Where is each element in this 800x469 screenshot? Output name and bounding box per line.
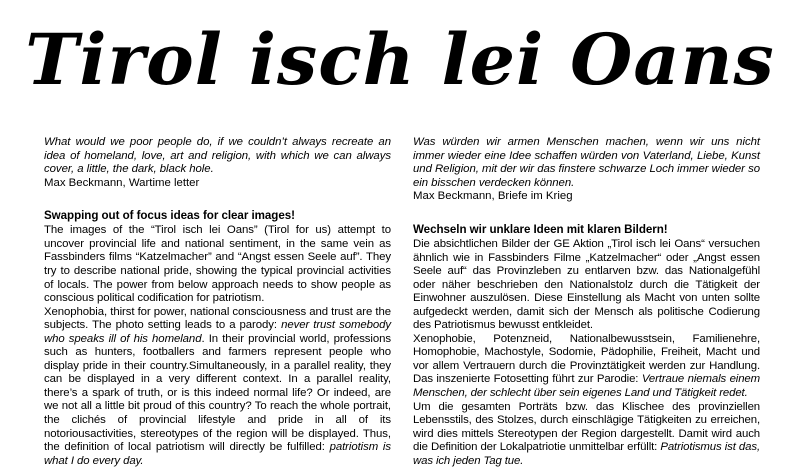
body-text-en-2a: Xenophobia, thirst for power, national consciousness and trust are the subjects. The photo setting leads to a parody:: [44, 305, 391, 332]
epigraph-attribution-de: Max Beckmann, Briefe im Krieg: [413, 190, 573, 203]
body-paragraph-en-2: [44, 306, 391, 469]
body-text-de-3a: Um die gesamten Porträts bzw. das Klischee des provinziellen Lebensstils, des Stolzes, durch einschlägige Tätigkeiten zu erreichen, wird dies mittels Stereotypen der Region dargestellt. Damit wird auch die Definition der Lokalpatriotie unmittelbar erfüllt:: [413, 400, 760, 454]
body-paragraph-en-1: The images of the “Tirol isch lei Oans” (Tirol for us) attempt to uncover provincial life and national sentiment, in the same vein as Fassbinders films “Katzelmacher” and “Angst essen Seele auf”. They try to describe national pride, showing the typical provincial activities of locals. The power from below approach needs to show people as conscious political codification for patriotism.: [44, 224, 391, 305]
body-italic-de-3: Patriotismus ist das, was ich jeden Tag tue.: [413, 441, 760, 467]
section-heading-de: Wechseln wir unklare Ideen mit klaren Bildern!: [413, 222, 668, 236]
section-heading-en: Swapping out of focus ideas for clear images!: [44, 209, 295, 223]
title-text: Tirol isch lei Oans: [25, 18, 775, 101]
body-paragraph-de-1: Die absichtlichen Bilder der GE Aktion „Tirol isch lei Oans“ versuchen ähnlich wie in Fassbinders Filme „Katzelmacher“ oder „Angst essen Seele auf“ das Provinzleben zu entlarven bzw. das Nationalgefühl oder näher beschrieben den Nationalstolz durch die Tätigkeit der Einwohner auszulösen. Diese Einstellung als Macht von unten sollte aufgedeckt werden, damit sich der Mensch als politische Codierung des Patriotismus bewusst entkleidet.: [413, 237, 760, 332]
body-text-en-2b: . In their provincial world, professions such as hunters, footballers and farmers represent people who display pride in their country.Simultaneously, in a parallel reality, they can be displayed in a very different context. In a parallel reality, there’s a spark of truth, or is this indeed normal life? Or indeed, are we not all a little bit proud of this country? To reach the whole portrait, the clichés of provincial lifestyle and pride in all of its notoriousactivities, stereotypes of the region will be displayed. Thus, the definition of local patriotism will directly be fulfilled:: [44, 332, 392, 454]
body-italic-en-2-end: patriotism is what I do every day.: [44, 441, 391, 467]
column-english: [44, 136, 391, 468]
epigraph-attribution-en: Max Beckmann, Wartime letter: [44, 176, 200, 189]
text-columns: [44, 136, 760, 468]
body-italic-de-2: Vertraue niemals einem Menschen, der schlecht über sein eigenes Land und Tätigkeit redet.: [413, 373, 760, 399]
epigraph-quote-en: What would we poor people do, if we couldn’t always recreate an idea of homeland, love, art and religion, with which we can always cover, a little, the dark, black hole.: [44, 136, 391, 176]
epigraph-quote-de: Was würden wir armen Menschen machen, wenn wir uns nicht immer wieder eine Idee schaffen würden von Vaterland, Liebe, Kunst und Religion, mit der wir das finstere schwarze Loch immer wieder so ein bisschen verdecken können.: [413, 136, 760, 189]
body-italic-en-2: never trust somebody who speaks ill of his homeland: [44, 319, 391, 345]
body-paragraph-de-3: [413, 401, 760, 469]
body-paragraph-de-2: [413, 333, 760, 401]
column-german: [413, 136, 760, 468]
body-text-de-2a: Xenophobie, Potenzneid, Nationalbewusstsein, Familienehre, Homophobie, Machostyle, Sodomie, Pädophilie, Freiheit, Macht und vor allem Vertrauern durch die Provinztätigkeit werden zur Handlung. Das inszenierte Fotosetting führt zur Parodie:: [413, 332, 760, 386]
poster-title: [0, 10, 800, 122]
